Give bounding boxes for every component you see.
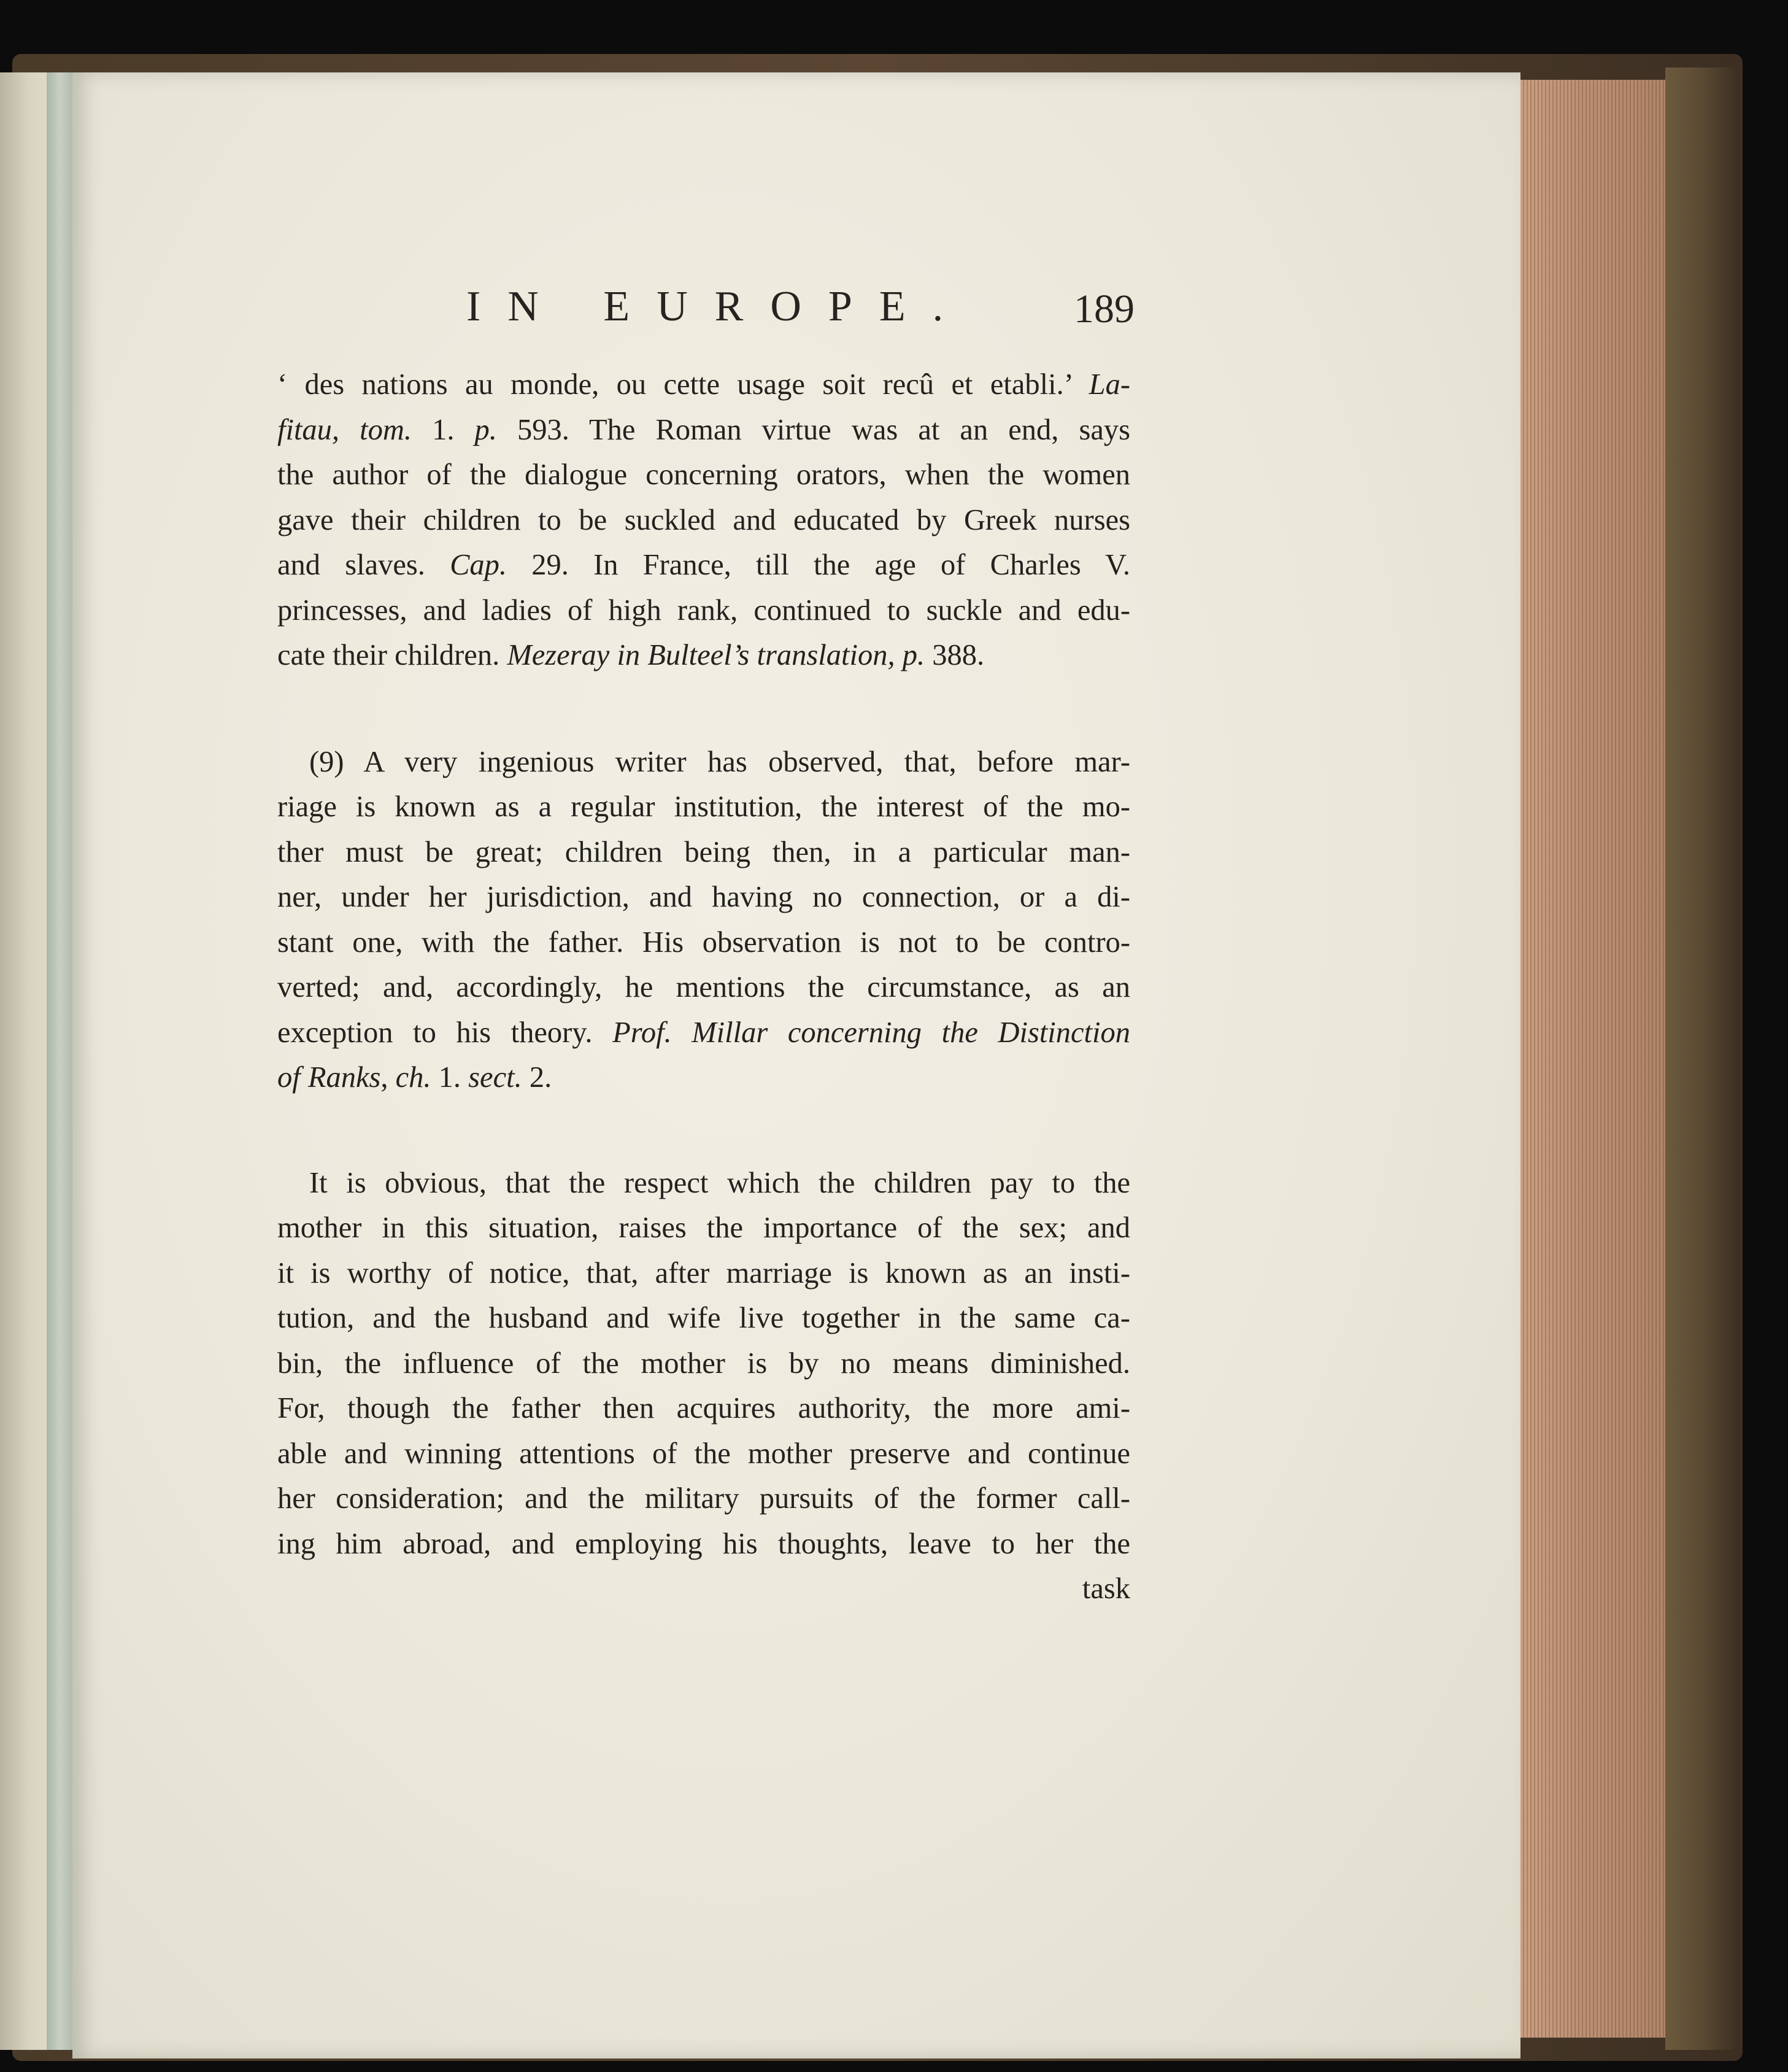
text-segment: 388.	[925, 639, 985, 671]
text-line	[277, 408, 1130, 453]
text-segment: p.	[474, 413, 497, 446]
text-line: It is obvious, that the respect which the children pay to the	[309, 1166, 1130, 1199]
text-segment: ,	[380, 1061, 396, 1094]
text-segment: 2.	[522, 1061, 552, 1094]
text-segment: ‘ des nations au monde, ou cette usage soit recû et etabli.’	[277, 368, 1089, 401]
paragraph-3	[277, 1161, 1130, 1567]
paragraph-gap	[277, 678, 1130, 740]
text-line: stant one, with the father. His observation is not to be contro-	[277, 926, 1130, 959]
text-segment: 593. The Roman virtue was at an end, says	[496, 413, 1130, 446]
text-line: mother in this situation, raises the importance of the sex; and	[277, 1212, 1130, 1244]
text-line: bin, the influence of the mother is by no means diminished.	[277, 1347, 1130, 1380]
text-segment: of Ranks	[277, 1061, 381, 1094]
paragraph-1	[277, 362, 1130, 678]
text-line	[277, 543, 1130, 588]
text-segment: Prof. Millar concerning the Distinction	[612, 1016, 1130, 1049]
text-segment: 1.	[412, 413, 475, 446]
text-line: riage is known as a regular institution, the interest of the mo-	[277, 791, 1130, 823]
text-segment: 29. In France, till the age of Charles V.	[507, 549, 1130, 581]
text-line	[277, 1010, 1130, 1056]
text-segment: ch.	[395, 1061, 431, 1094]
text-segment: cate their children.	[277, 639, 507, 671]
catchword: task	[1082, 1572, 1130, 1605]
text-line: gave their children to be suckled and educated by Greek nurses	[277, 503, 1130, 536]
text-line: her consideration; and the military pursuits of the former call-	[277, 1482, 1130, 1515]
text-segment: and slaves.	[277, 549, 450, 581]
text-segment: 1.	[431, 1061, 469, 1094]
book-cover-edge	[1665, 68, 1739, 2050]
text-line	[277, 633, 1130, 678]
text-line: tution, and the husband and wife live together in the same ca-	[277, 1302, 1130, 1334]
text-line: ing him abroad, and employing his thoughts, leave to her the	[277, 1527, 1130, 1560]
page-text	[277, 362, 1130, 1612]
paragraph-gap	[277, 1100, 1130, 1161]
text-line: able and winning attentions of the mother preserve and continue	[277, 1437, 1130, 1470]
text-line: verted; and, accordingly, he mentions the circumstance, as an	[277, 971, 1130, 1003]
page-edges	[1512, 80, 1665, 2038]
text-line	[277, 362, 1130, 408]
text-line: it is worthy of notice, that, after marriage is known as an insti-	[277, 1256, 1130, 1289]
text-segment: fitau, tom.	[277, 413, 412, 446]
text-segment: exception to his theory.	[277, 1016, 613, 1049]
text-line: the author of the dialogue concerning orators, when the women	[277, 458, 1130, 491]
text-line	[277, 1055, 1130, 1100]
page-number: 189	[1074, 287, 1135, 331]
text-line: ther must be great; children being then, in a particular man-	[277, 835, 1130, 868]
text-line: princesses, and ladies of high rank, continued to suckle and edu-	[277, 593, 1130, 627]
text-line: ner, under her jurisdiction, and having no connection, or a di-	[277, 881, 1130, 913]
text-segment: La-	[1089, 368, 1130, 401]
text-segment: Cap.	[450, 549, 507, 581]
book-gutter	[47, 72, 74, 2050]
text-segment: sect.	[468, 1061, 522, 1094]
paragraph-2	[277, 740, 1130, 1100]
text-line: (9) A very ingenious writer has observed, that, before mar-	[309, 745, 1130, 778]
text-segment: Mezeray in Bulteel’s translation, p.	[507, 639, 925, 671]
running-head-title: IN EUROPE.	[466, 283, 971, 330]
text-line: For, though the father then acquires authority, the more ami-	[277, 1392, 1130, 1424]
